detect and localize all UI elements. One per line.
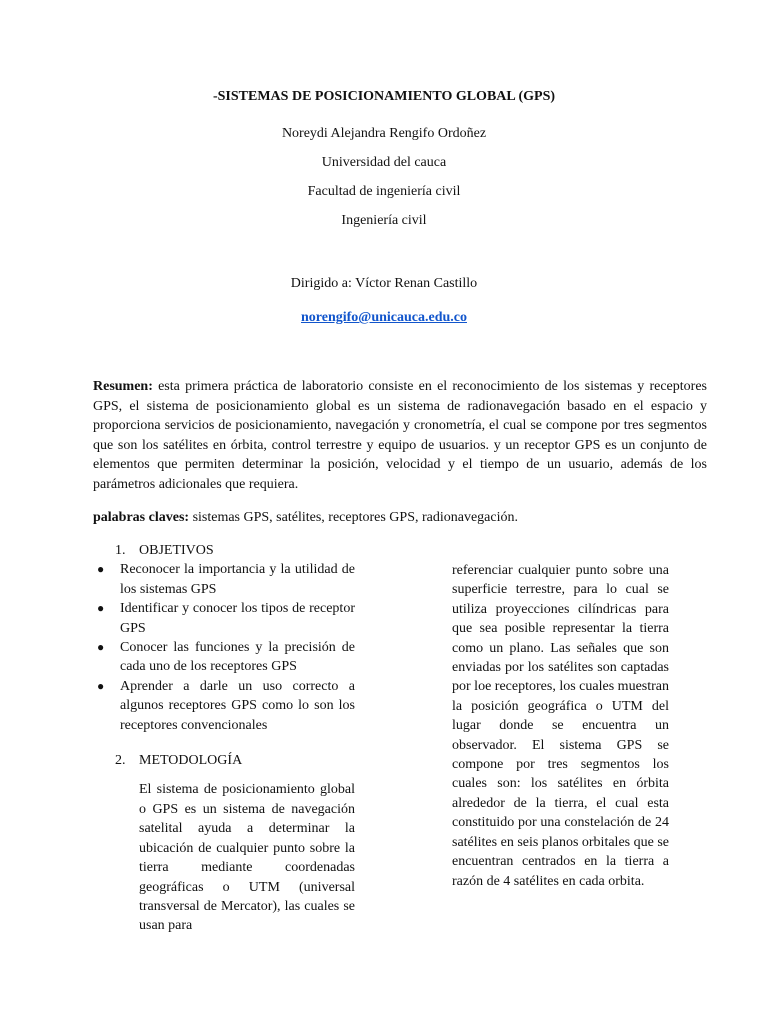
metodologia-paragraph-right: referenciar cualquier punto sobre una superficie terrestre, para lo cual se utiliza proyecciones cilíndricas para que sea posible representar la tierra como un plano. Las señales que son enviadas por los satélites son captadas por loe receptores, los cuales muestran la posición geográfica o UTM del lugar donde se encuentra un observador. El sistema GPS se compone por tres segmentos los cuales son: los satélites en órbita alrededor de la tierra, el cual esta constituido por una constelación de 24 satélites en seis planos orbitales que se encuentran centrados en la tierra a razón de 4 satélites en cada orbita.: [452, 563, 669, 889]
bullet-icon: ●: [97, 640, 105, 655]
program-name: Ingeniería civil: [341, 213, 427, 228]
abstract-label: Resumen:: [93, 379, 153, 394]
list-item-text: Reconocer la importancia y la utilidad de los sistemas GPS: [120, 562, 355, 597]
keywords-paragraph: [93, 508, 707, 528]
directed-to: Dirigido a: Víctor Renan Castillo: [290, 276, 478, 291]
list-item-text: Conocer las funciones y la precisión de cada uno de los receptores GPS: [120, 640, 355, 675]
list-item: [93, 599, 355, 638]
objetivos-heading-text: OBJETIVOS: [139, 543, 214, 558]
university-name: Universidad del cauca: [321, 155, 447, 170]
faculty-name: Facultad de ingeniería civil: [307, 184, 461, 199]
keywords-text: sistemas GPS, satélites, receptores GPS, radionavegación.: [189, 510, 518, 525]
list-item-text: Identificar y conocer los tipos de receptor GPS: [120, 601, 355, 636]
email-line: [0, 310, 768, 326]
list-item: [93, 560, 355, 599]
metodologia-paragraph-left: El sistema de posicionamiento global o GPS es un sistema de navegación satelital ayuda a determinar la ubicación de cualquier punto sobre la tierra mediante coordenadas geográficas o UTM (universal transversal de Mercator), las cuales se usan para: [139, 782, 355, 934]
bullet-icon: ●: [97, 678, 105, 693]
keywords-label: palabras claves:: [93, 510, 190, 525]
metodologia-heading: [93, 751, 355, 770]
abstract-paragraph: [93, 377, 707, 494]
objetivos-heading: [93, 541, 355, 560]
metodologia-heading-text: METODOLOGÍA: [139, 753, 243, 769]
right-column: [452, 561, 669, 891]
list-item-text: Aprender a darle un uso correcto a algunos receptores GPS como lo son los receptores convencionales: [120, 678, 355, 733]
document-title: -SISTEMAS DE POSICIONAMIENTO GLOBAL (GPS): [212, 89, 556, 104]
list-item: [93, 677, 355, 735]
bullet-icon: ●: [97, 601, 105, 616]
left-column: [93, 541, 355, 936]
objetivos-number: 1.: [115, 543, 126, 558]
metodologia-number: 2.: [115, 753, 126, 769]
author-name: Noreydi Alejandra Rengifo Ordoñez: [281, 126, 487, 141]
email-link[interactable]: norengifo@unicauca.edu.co: [301, 310, 467, 325]
list-item: [93, 638, 355, 677]
abstract-text: esta primera práctica de laboratorio consiste en el reconocimiento de los sistemas y receptores GPS, el sistema de posicionamiento global es un sistema de radionavegación basado en el espacio y proporciona servicios de posicionamiento, navegación y cronometría, el cual se compone por tres segmentos que son los satélites en órbita, control terrestre y equipo de usuarios. y un receptor GPS es un conjunto de elementos que permiten determinar la posición, velocidad y el tiempo de un usuario, además de los parámetros adicionales que requiera.: [93, 379, 707, 492]
bullet-icon: ●: [97, 562, 105, 577]
